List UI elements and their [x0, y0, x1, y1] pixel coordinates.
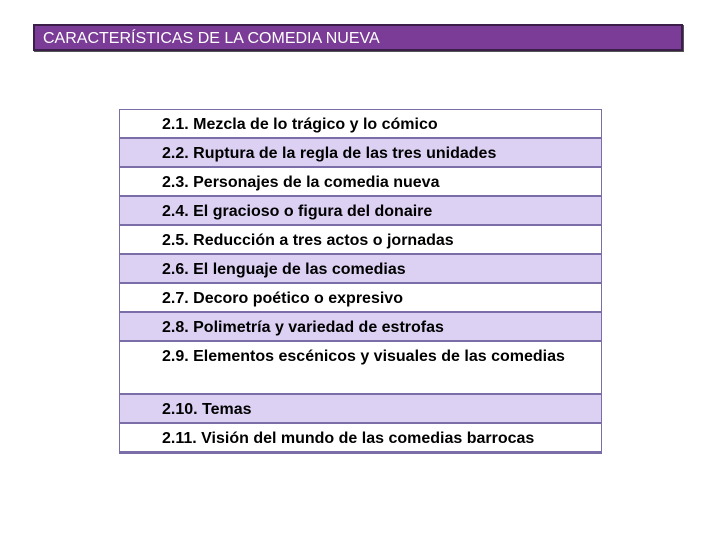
list-item: 2.1. Mezcla de lo trágico y lo cómico [120, 110, 601, 139]
list-item: 2.7. Decoro poético o expresivo [120, 284, 601, 313]
list-item: 2.9. Elementos escénicos y visuales de las comedias [120, 342, 601, 395]
list-item: 2.3. Personajes de la comedia nueva [120, 168, 601, 197]
list-item: 2.2. Ruptura de la regla de las tres unidades [120, 139, 601, 168]
page-title: CARACTERÍSTICAS DE LA COMEDIA NUEVA [43, 30, 380, 47]
list-item: 2.10. Temas [120, 395, 601, 424]
list-item: 2.4. El gracioso o figura del donaire [120, 197, 601, 226]
list-item: 2.6. El lenguaje de las comedias [120, 255, 601, 284]
list-item: 2.11. Visión del mundo de las comedias barrocas [120, 424, 601, 453]
title-bar [33, 24, 683, 51]
characteristics-list [119, 109, 602, 454]
list-item: 2.5. Reducción a tres actos o jornadas [120, 226, 601, 255]
list-item: 2.8. Polimetría y variedad de estrofas [120, 313, 601, 342]
